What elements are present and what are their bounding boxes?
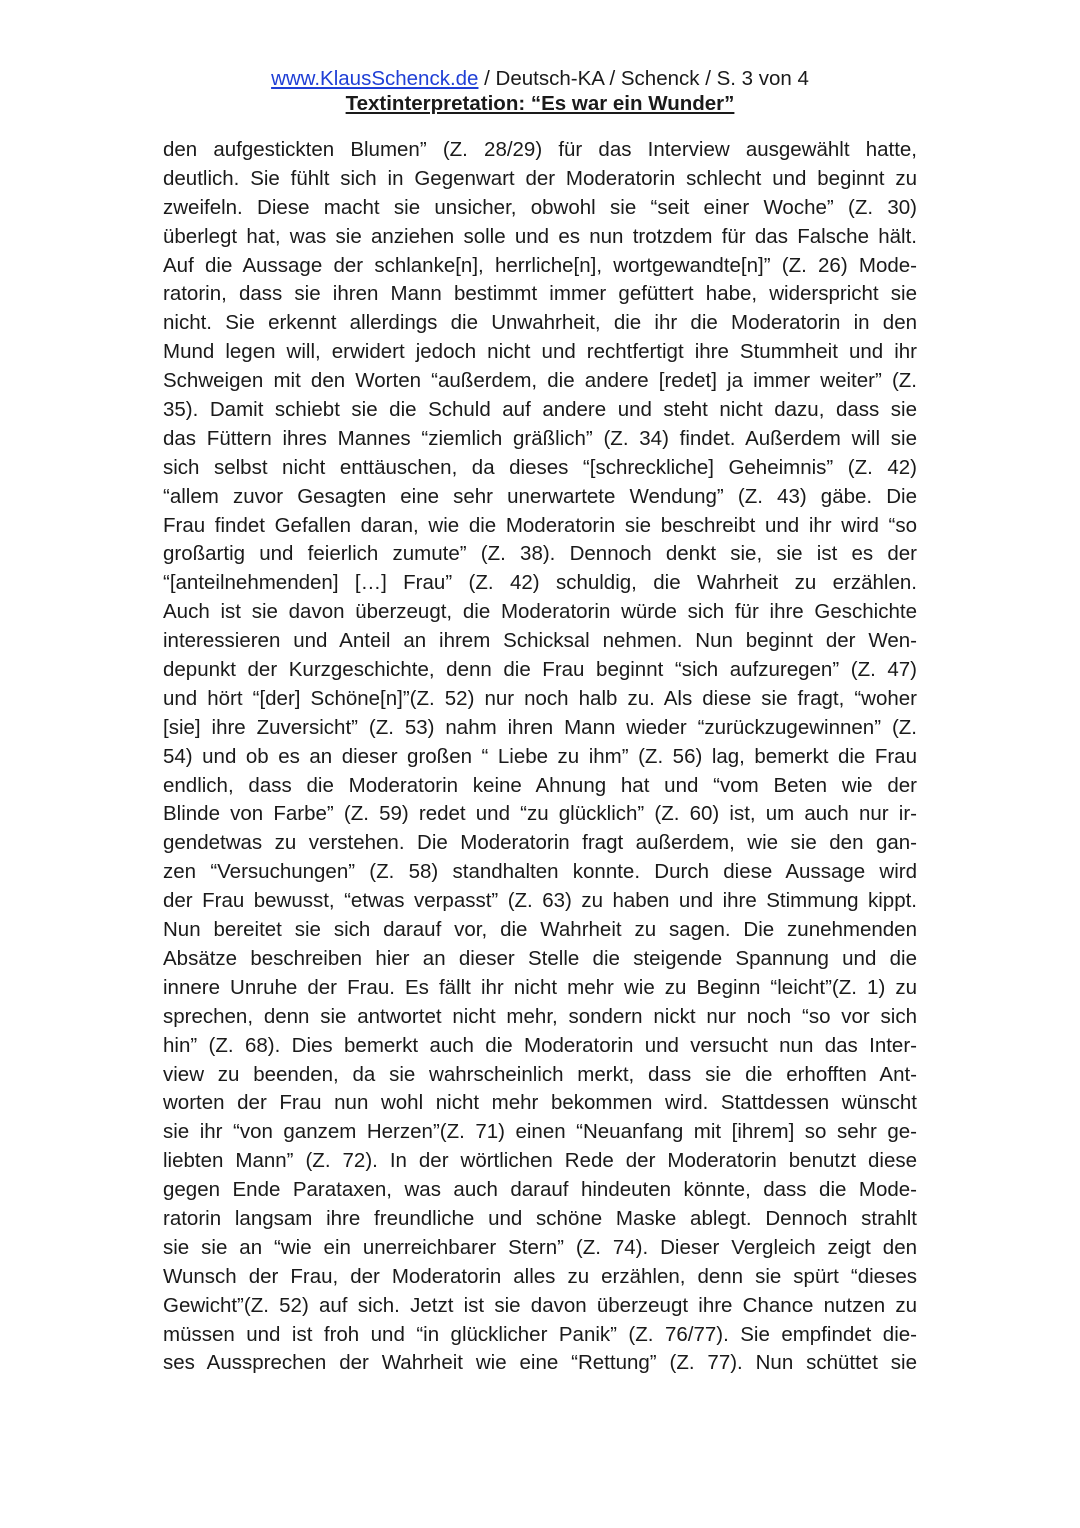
text-line: liebten Mann” (Z. 72). In der wörtlichen Rede der Moderatorin benutzt diese — [163, 1149, 917, 1173]
text-line: depunkt der Kurzgeschichte, denn die Frau beginnt “sich aufzuregen” (Z. 47) — [163, 658, 917, 682]
text-line: sprechen, denn sie antwortet nicht mehr, sondern nickt nur noch “so vor sich — [163, 1004, 917, 1028]
text-line: überlegt hat, was sie anziehen solle und es nun trotzdem für das Falsche hält. — [163, 224, 917, 248]
text-line: worten der Frau nun wohl nicht mehr bekommen wird. Stattdessen wünscht — [163, 1091, 917, 1115]
page-header — [0, 66, 1080, 116]
text-line: zweifeln. Diese macht sie unsicher, obwohl sie “seit einer Woche” (Z. 30) — [163, 195, 917, 219]
text-line: Auch ist sie davon überzeugt, die Moderatorin würde sich für ihre Geschichte — [163, 600, 917, 624]
text-line: zen “Versuchungen” (Z. 58) standhalten konnte. Durch diese Aussage wird — [163, 860, 917, 884]
text-line: müssen und ist froh und “in glücklicher Panik” (Z. 76/77). Sie empfindet die- — [163, 1322, 917, 1346]
text-line: Nun bereitet sie sich darauf vor, die Wahrheit zu sagen. Die zunehmenden — [163, 918, 917, 942]
text-line: ratorin langsam ihre freundliche und schöne Maske ablegt. Dennoch strahlt — [163, 1206, 917, 1230]
text-line: der Frau bewusst, “etwas verpasst” (Z. 63) zu haben und ihre Stimmung kippt. — [163, 889, 917, 913]
text-line: ratorin, dass sie ihren Mann bestimmt immer gefüttert habe, widerspricht sie — [163, 282, 917, 306]
text-line: [sie] ihre Zuversicht” (Z. 53) nahm ihren Mann wieder “zurückzugewinnen” (Z. — [163, 715, 917, 739]
text-line: gegen Ende Parataxen, was auch darauf hindeuten könnte, dass die Mode- — [163, 1178, 917, 1202]
text-line: sie ihr “von ganzem Herzen”(Z. 71) einen “Neuanfang mit [ihrem] so sehr ge- — [163, 1120, 917, 1144]
text-line: gendetwas zu verstehen. Die Moderatorin fragt außerdem, wie sie den gan- — [163, 831, 917, 855]
text-line: Auf die Aussage der schlanke[n], herrliche[n], wortgewandte[n]” (Z. 26) Mode- — [163, 253, 917, 277]
site-link[interactable]: www.KlausSchenck.de — [271, 67, 479, 90]
text-line: und hört “[der] Schöne[n]”(Z. 52) nur noch halb zu. Als diese sie fragt, “woher — [163, 686, 917, 710]
text-line: das Füttern ihres Mannes “ziemlich gräßlich” (Z. 34) findet. Außerdem will sie — [163, 426, 917, 450]
text-line: den aufgestickten Blumen” (Z. 28/29) für das Interview ausgewählt hatte, — [163, 138, 917, 161]
text-line: 35). Damit schiebt sie die Schuld auf andere und steht nicht dazu, dass sie — [163, 398, 917, 422]
text-line: interessieren und Anteil an ihrem Schicksal nehmen. Nun beginnt der Wen- — [163, 629, 917, 653]
text-line: view zu beenden, da sie wahrscheinlich merkt, dass sie die erhofften Ant- — [163, 1062, 917, 1086]
text-line: Absätze beschreiben hier an dieser Stelle die steigende Spannung und die — [163, 946, 917, 970]
text-line: großartig und feierlich zumute” (Z. 38). Dennoch denkt sie, sie ist es der — [163, 542, 917, 566]
text-line: Wunsch der Frau, der Moderatorin alles zu erzählen, denn sie spürt “dieses — [163, 1264, 917, 1288]
text-line: Gewicht”(Z. 52) auf sich. Jetzt ist sie davon überzeugt ihre Chance nutzen zu — [163, 1293, 917, 1317]
text-line: deutlich. Sie fühlt sich in Gegenwart der Moderatorin schlecht und beginnt zu — [163, 166, 917, 190]
text-line: “[anteilnehmenden] […] Frau” (Z. 42) schuldig, die Wahrheit zu erzählen. — [163, 571, 917, 595]
text-line: ses Aussprechen der Wahrheit wie eine “Rettung” (Z. 77). Nun schüttet sie — [163, 1351, 917, 1375]
text-line: Mund legen will, erwidert jedoch nicht und rechtfertigt ihre Stummheit und ihr — [163, 340, 917, 364]
text-line: 54) und ob es an dieser großen “ Liebe zu ihm” (Z. 56) lag, bemerkt die Frau — [163, 744, 917, 768]
text-line: innere Unruhe der Frau. Es fällt ihr nicht mehr wie zu Beginn “leicht”(Z. 1) zu — [163, 975, 917, 999]
text-line: “allem zuvor Gesagten eine sehr unerwartete Wendung” (Z. 43) gäbe. Die — [163, 484, 917, 508]
text-line: Schweigen mit den Worten “außerdem, die andere [redet] ja immer weiter” (Z. — [163, 369, 917, 393]
body-text — [163, 136, 917, 1378]
text-line: Blinde von Farbe” (Z. 59) redet und “zu glücklich” (Z. 60) ist, um auch nur ir- — [163, 802, 917, 826]
text-line: sich selbst nicht enttäuschen, da dieses “[schreckliche] Geheimnis” (Z. 42) — [163, 455, 917, 479]
header-meta-line — [0, 66, 1080, 91]
page-title: Textinterpretation: “Es war ein Wunder” — [345, 92, 735, 115]
text-line: hin” (Z. 68). Dies bemerkt auch die Moderatorin und versucht nun das Inter- — [163, 1033, 917, 1057]
text-line: nicht. Sie erkennt allerdings die Unwahrheit, die ihr die Moderatorin in den — [163, 311, 917, 335]
header-meta: / Deutsch-KA / Schenck / S. 3 von 4 — [478, 67, 809, 90]
text-line: endlich, dass die Moderatorin keine Ahnung hat und “vom Beten wie der — [163, 773, 917, 797]
text-line: Frau findet Gefallen daran, wie die Moderatorin sie beschreibt und ihr wird “so — [163, 513, 917, 537]
text-line: sie sie an “wie ein unerreichbarer Stern” (Z. 74). Dieser Vergleich zeigt den — [163, 1235, 917, 1259]
